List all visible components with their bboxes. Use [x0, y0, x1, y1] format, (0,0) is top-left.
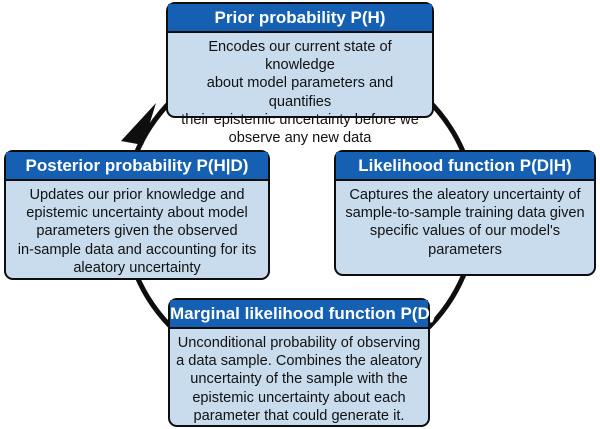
prior-probability-title: Prior probability P(H): [168, 4, 432, 33]
posterior-probability-box: [4, 150, 270, 280]
prior-line: Encodes our current state of knowledge: [208, 39, 392, 74]
prior-line: observe any new data: [228, 130, 372, 147]
prior-probability-description: [168, 33, 432, 147]
posterior-line: epistemic uncertainty about model: [26, 205, 248, 222]
marginal-line: uncertainty of the sample with the: [190, 371, 408, 388]
marginal-line: Unconditional probability of observing: [177, 335, 421, 351]
marginal-line: a data sample. Combines the aleatory: [176, 353, 422, 370]
likelihood-line: Captures the aleatory uncertainty of: [349, 187, 581, 203]
marginal-likelihood-title: Marginal likelihood function P(D): [170, 300, 428, 329]
marginal-likelihood-description: [170, 329, 428, 425]
prior-line: their epistemic uncertainty before we: [181, 111, 419, 128]
likelihood-function-title: Likelihood function P(D|H): [336, 152, 594, 181]
likelihood-function-box: [334, 150, 596, 276]
prior-line: about model parameters and quantifies: [206, 75, 394, 110]
posterior-line: in-sample data and accounting for its: [17, 241, 257, 258]
posterior-probability-title: Posterior probability P(H|D): [6, 152, 268, 181]
posterior-line: Updates our prior knowledge and: [29, 187, 245, 203]
prior-probability-box: [166, 2, 434, 147]
marginal-likelihood-box: [168, 298, 436, 427]
likelihood-line: parameters: [428, 241, 502, 258]
posterior-line: aleatory uncertainty: [73, 259, 201, 276]
likelihood-line: sample-to-sample training data given: [345, 205, 585, 222]
posterior-probability-description: [6, 181, 268, 277]
likelihood-line: specific values of our model's: [369, 223, 561, 240]
marginal-line: epistemic uncertainty about each: [192, 389, 406, 406]
marginal-line: parameter that could generate it.: [193, 407, 405, 424]
posterior-line: parameters given the observed: [36, 223, 238, 240]
likelihood-function-description: [336, 181, 594, 259]
